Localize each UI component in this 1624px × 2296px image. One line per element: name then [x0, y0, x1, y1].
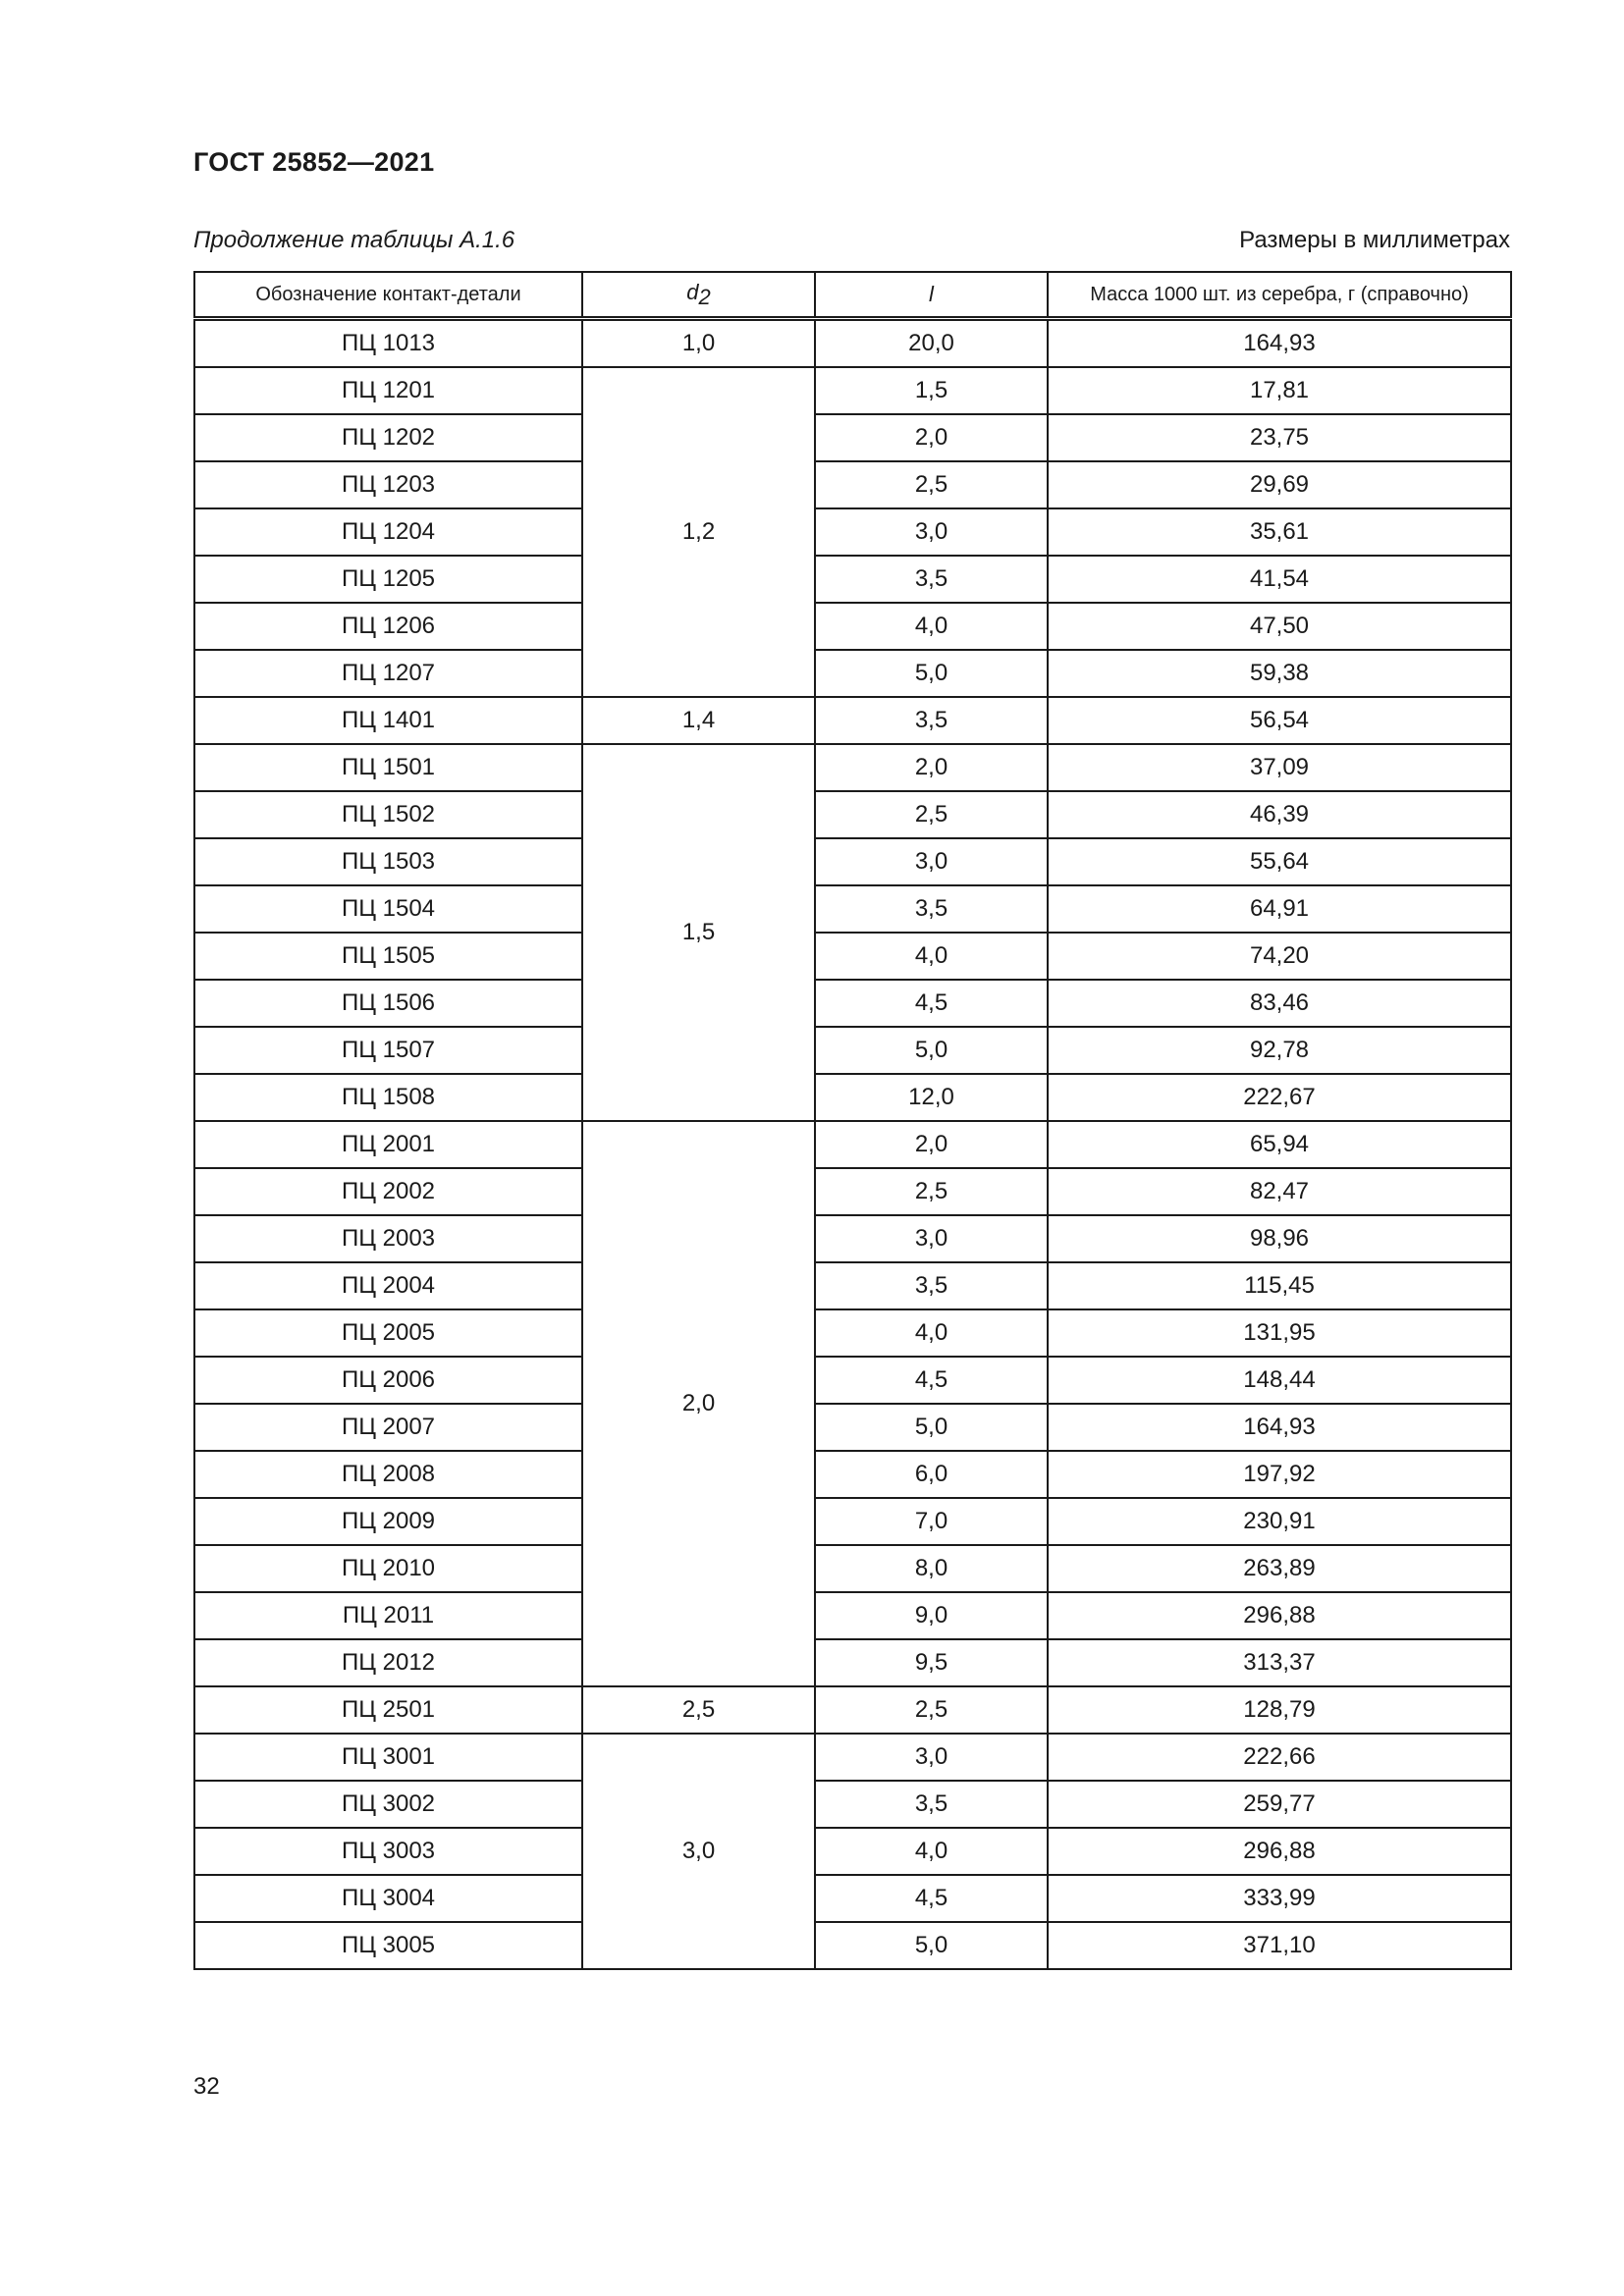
cell-l: 3,0 — [815, 838, 1048, 885]
table-row — [194, 1498, 1511, 1545]
cell-designation: ПЦ 1505 — [194, 933, 582, 980]
cell-d2: 1,0 — [582, 319, 815, 368]
cell-mass: 197,92 — [1048, 1451, 1511, 1498]
table-row — [194, 1734, 1511, 1781]
table-row — [194, 1404, 1511, 1451]
column-header-mass: Масса 1000 шт. из серебра, г (справочно) — [1048, 272, 1511, 319]
cell-designation: ПЦ 2004 — [194, 1262, 582, 1309]
table-row — [194, 556, 1511, 603]
cell-mass: 23,75 — [1048, 414, 1511, 461]
table-row — [194, 1309, 1511, 1357]
table-row — [194, 1875, 1511, 1922]
table-row — [194, 980, 1511, 1027]
cell-mass: 164,93 — [1048, 1404, 1511, 1451]
cell-l: 2,0 — [815, 414, 1048, 461]
cell-l: 3,0 — [815, 1734, 1048, 1781]
cell-l: 3,5 — [815, 1262, 1048, 1309]
cell-l: 1,5 — [815, 367, 1048, 414]
table-row — [194, 1686, 1511, 1734]
cell-designation: ПЦ 3005 — [194, 1922, 582, 1969]
cell-mass: 56,54 — [1048, 697, 1511, 744]
cell-mass: 59,38 — [1048, 650, 1511, 697]
cell-d2: 1,5 — [582, 744, 815, 1121]
page-number: 32 — [193, 2073, 220, 2100]
table-row — [194, 885, 1511, 933]
table-row — [194, 1074, 1511, 1121]
cell-l: 9,5 — [815, 1639, 1048, 1686]
cell-designation: ПЦ 1206 — [194, 603, 582, 650]
table-row — [194, 1168, 1511, 1215]
cell-mass: 259,77 — [1048, 1781, 1511, 1828]
cell-designation: ПЦ 1203 — [194, 461, 582, 508]
cell-mass: 17,81 — [1048, 367, 1511, 414]
cell-designation: ПЦ 1205 — [194, 556, 582, 603]
table-row — [194, 1922, 1511, 1969]
table-row — [194, 1262, 1511, 1309]
cell-designation: ПЦ 1401 — [194, 697, 582, 744]
cell-mass: 263,89 — [1048, 1545, 1511, 1592]
cell-designation: ПЦ 1502 — [194, 791, 582, 838]
cell-mass: 47,50 — [1048, 603, 1511, 650]
cell-mass: 92,78 — [1048, 1027, 1511, 1074]
cell-designation: ПЦ 3002 — [194, 1781, 582, 1828]
cell-l: 3,0 — [815, 1215, 1048, 1262]
cell-mass: 313,37 — [1048, 1639, 1511, 1686]
cell-l: 5,0 — [815, 650, 1048, 697]
cell-d2: 1,2 — [582, 367, 815, 697]
cell-mass: 222,66 — [1048, 1734, 1511, 1781]
cell-l: 4,5 — [815, 1875, 1048, 1922]
cell-l: 4,0 — [815, 933, 1048, 980]
column-header-designation: Обозначение контакт-детали — [194, 272, 582, 319]
table-row — [194, 791, 1511, 838]
table-row — [194, 1357, 1511, 1404]
cell-designation: ПЦ 2010 — [194, 1545, 582, 1592]
cell-l: 3,0 — [815, 508, 1048, 556]
table-row — [194, 1121, 1511, 1168]
cell-mass: 46,39 — [1048, 791, 1511, 838]
cell-designation: ПЦ 1013 — [194, 319, 582, 368]
cell-designation: ПЦ 2501 — [194, 1686, 582, 1734]
d2-symbol: d — [686, 279, 699, 304]
cell-mass: 131,95 — [1048, 1309, 1511, 1357]
table-continuation-caption: Продолжение таблицы А.1.6 — [193, 227, 515, 253]
cell-l: 4,0 — [815, 1828, 1048, 1875]
cell-designation: ПЦ 3003 — [194, 1828, 582, 1875]
cell-d2: 2,0 — [582, 1121, 815, 1686]
cell-mass: 115,45 — [1048, 1262, 1511, 1309]
cell-designation: ПЦ 1506 — [194, 980, 582, 1027]
table-row — [194, 1592, 1511, 1639]
table-row — [194, 650, 1511, 697]
cell-designation: ПЦ 2011 — [194, 1592, 582, 1639]
contact-parts-table — [193, 271, 1512, 1970]
table-row — [194, 414, 1511, 461]
table-row — [194, 838, 1511, 885]
table-row — [194, 1639, 1511, 1686]
cell-l: 4,0 — [815, 603, 1048, 650]
table-row — [194, 603, 1511, 650]
cell-mass: 41,54 — [1048, 556, 1511, 603]
cell-l: 2,5 — [815, 461, 1048, 508]
cell-mass: 222,67 — [1048, 1074, 1511, 1121]
cell-designation: ПЦ 1204 — [194, 508, 582, 556]
cell-mass: 64,91 — [1048, 885, 1511, 933]
cell-designation: ПЦ 1202 — [194, 414, 582, 461]
cell-designation: ПЦ 2001 — [194, 1121, 582, 1168]
table-body — [194, 319, 1511, 1970]
cell-l: 4,5 — [815, 1357, 1048, 1404]
cell-l: 9,0 — [815, 1592, 1048, 1639]
cell-mass: 164,93 — [1048, 319, 1511, 368]
l-symbol: l — [929, 282, 934, 306]
cell-mass: 74,20 — [1048, 933, 1511, 980]
table-row — [194, 1828, 1511, 1875]
table-row — [194, 1781, 1511, 1828]
cell-l: 5,0 — [815, 1404, 1048, 1451]
cell-l: 6,0 — [815, 1451, 1048, 1498]
cell-l: 3,5 — [815, 885, 1048, 933]
cell-designation: ПЦ 1207 — [194, 650, 582, 697]
cell-mass: 296,88 — [1048, 1828, 1511, 1875]
cell-d2: 2,5 — [582, 1686, 815, 1734]
table-row — [194, 933, 1511, 980]
cell-designation: ПЦ 2006 — [194, 1357, 582, 1404]
cell-l: 5,0 — [815, 1922, 1048, 1969]
cell-mass: 98,96 — [1048, 1215, 1511, 1262]
cell-mass: 82,47 — [1048, 1168, 1511, 1215]
cell-mass: 333,99 — [1048, 1875, 1511, 1922]
cell-l: 12,0 — [815, 1074, 1048, 1121]
cell-designation: ПЦ 1507 — [194, 1027, 582, 1074]
table-row — [194, 508, 1511, 556]
column-header-l — [815, 272, 1048, 319]
document-code: ГОСТ 25852—2021 — [193, 147, 435, 177]
cell-mass: 296,88 — [1048, 1592, 1511, 1639]
cell-mass: 371,10 — [1048, 1922, 1511, 1969]
cell-l: 20,0 — [815, 319, 1048, 368]
cell-l: 4,0 — [815, 1309, 1048, 1357]
cell-designation: ПЦ 2002 — [194, 1168, 582, 1215]
cell-l: 2,0 — [815, 744, 1048, 791]
cell-l: 2,0 — [815, 1121, 1048, 1168]
cell-designation: ПЦ 1508 — [194, 1074, 582, 1121]
cell-designation: ПЦ 2003 — [194, 1215, 582, 1262]
cell-d2: 1,4 — [582, 697, 815, 744]
cell-designation: ПЦ 3001 — [194, 1734, 582, 1781]
table-row — [194, 697, 1511, 744]
cell-l: 5,0 — [815, 1027, 1048, 1074]
cell-designation: ПЦ 1504 — [194, 885, 582, 933]
table-row — [194, 461, 1511, 508]
table-row — [194, 744, 1511, 791]
units-caption: Размеры в миллиметрах — [1239, 227, 1510, 253]
cell-designation: ПЦ 2007 — [194, 1404, 582, 1451]
cell-mass: 83,46 — [1048, 980, 1511, 1027]
table-row — [194, 1451, 1511, 1498]
cell-mass: 230,91 — [1048, 1498, 1511, 1545]
table-row — [194, 1027, 1511, 1074]
cell-designation: ПЦ 2009 — [194, 1498, 582, 1545]
cell-l: 8,0 — [815, 1545, 1048, 1592]
cell-mass: 128,79 — [1048, 1686, 1511, 1734]
cell-mass: 37,09 — [1048, 744, 1511, 791]
cell-l: 2,5 — [815, 1168, 1048, 1215]
cell-designation: ПЦ 1201 — [194, 367, 582, 414]
cell-l: 3,5 — [815, 556, 1048, 603]
cell-designation: ПЦ 3004 — [194, 1875, 582, 1922]
column-header-d2 — [582, 272, 815, 319]
table-row — [194, 1215, 1511, 1262]
cell-l: 7,0 — [815, 1498, 1048, 1545]
cell-mass: 65,94 — [1048, 1121, 1511, 1168]
table-row — [194, 1545, 1511, 1592]
cell-mass: 55,64 — [1048, 838, 1511, 885]
cell-mass: 35,61 — [1048, 508, 1511, 556]
cell-l: 4,5 — [815, 980, 1048, 1027]
cell-d2: 3,0 — [582, 1734, 815, 1969]
cell-designation: ПЦ 2005 — [194, 1309, 582, 1357]
cell-designation: ПЦ 2012 — [194, 1639, 582, 1686]
cell-designation: ПЦ 1501 — [194, 744, 582, 791]
cell-l: 2,5 — [815, 1686, 1048, 1734]
cell-l: 2,5 — [815, 791, 1048, 838]
cell-designation: ПЦ 1503 — [194, 838, 582, 885]
cell-l: 3,5 — [815, 1781, 1048, 1828]
cell-mass: 29,69 — [1048, 461, 1511, 508]
cell-mass: 148,44 — [1048, 1357, 1511, 1404]
d2-subscript: 2 — [698, 284, 711, 309]
cell-l: 3,5 — [815, 697, 1048, 744]
table-row — [194, 367, 1511, 414]
table-row — [194, 319, 1511, 368]
cell-designation: ПЦ 2008 — [194, 1451, 582, 1498]
table-header-row — [194, 272, 1511, 319]
